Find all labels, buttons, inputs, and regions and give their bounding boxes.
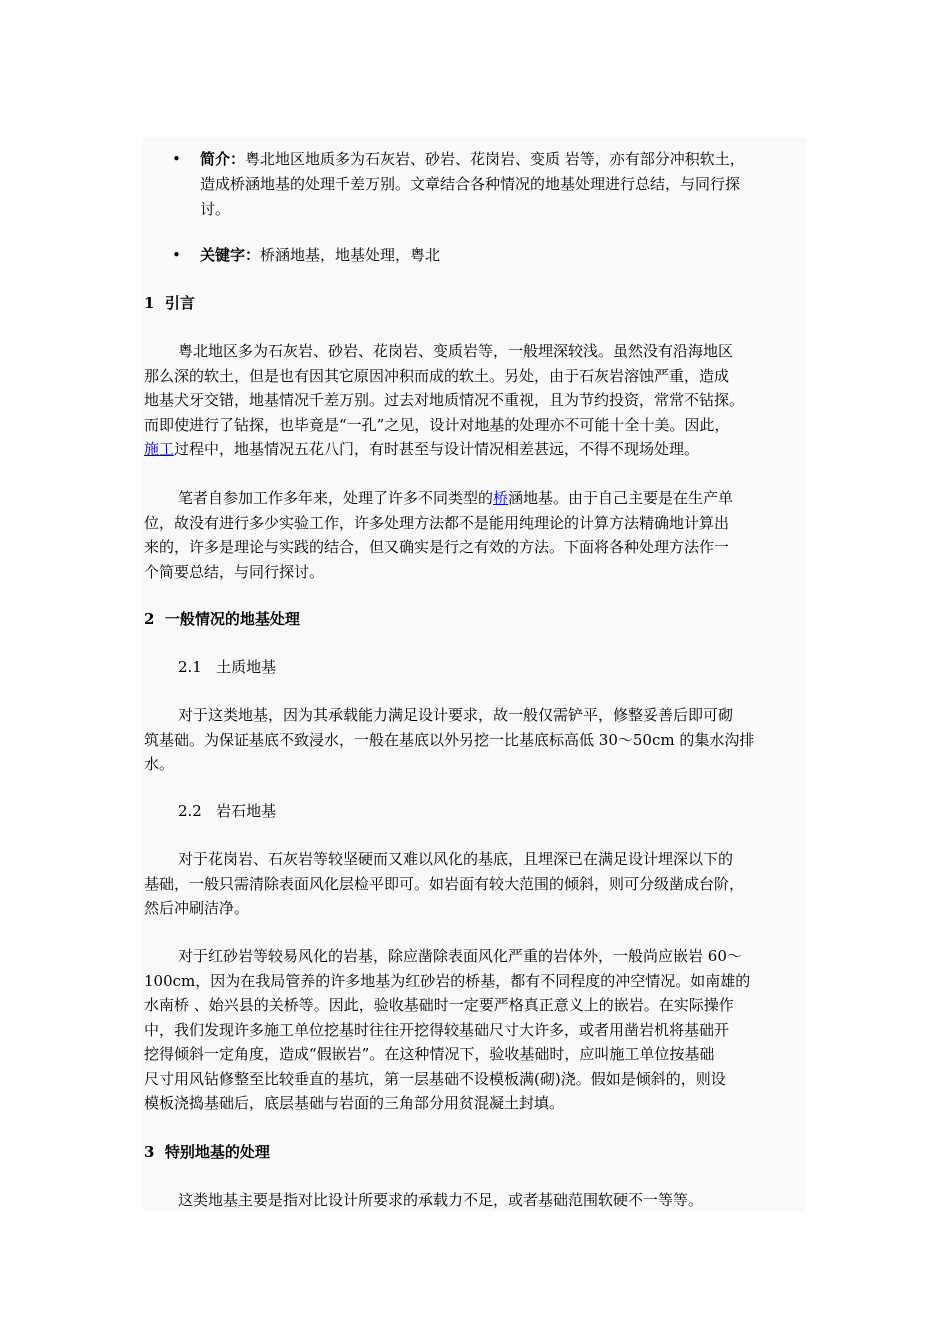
abstract-line: 造成桥涵地基的处理千差万别。文章结合各种情况的地基处理进行总结，与同行探 [200,175,741,193]
paragraph-line: 水。 [144,755,175,773]
paragraph-line: 而即使进行了钻探，也毕竟是“一孔”之见，设计对地基的处理亦不可能十全十美。因此， [144,415,730,434]
section-heading: 2 一般情况的地基处理 [144,610,300,628]
construction-link[interactable]: 施工 [144,440,175,458]
paragraph-line: 那么深的软土，但是也有因其它原因冲积而成的软土。另处，由于石灰岩溶蚀严重，造成 [144,366,730,385]
paragraph-line: 水南桥 、始兴县的关桥等。因此，验收基础时一定要严格真正意义上的嵌岩。在实际操作 [144,996,734,1014]
paragraph-line: 挖得倾斜一定角度，造成“假嵌岩”。在这种情况下，验收基础时，应叫施工单位按基础 [144,1045,715,1063]
keywords-label: 关键字： [200,246,261,264]
paragraph-line: 基础，一般只需清除表面风化层检平即可。如岩面有较大范围的倾斜，则可分级凿成台阶， [144,874,745,893]
paragraph-line: 100cm，因为在我局管养的许多地基为红砂岩的桥基，都有不同程度的冲空情况。如南雄的 [144,971,751,990]
paragraph-text: 笔者自参加工作多年来，处理了许多不同类型的 [178,489,494,507]
paragraph-line: 个简要总结，与同行探讨。 [144,562,325,581]
paragraph-line: 对于这类地基，因为其承载能力满足设计要求，故一般仅需铲平，修整妥善后即可砌 [178,706,734,724]
abstract-line: 粤北地区地质多为石灰岩、砂岩、花岗岩、变质 岩等，亦有部分冲积软土， [245,150,745,168]
subsection-heading: 2.2 岩石地基 [178,802,277,820]
paragraph-line: 然后冲刷洁净。 [144,899,250,917]
paragraph-line: 粤北地区多为石灰岩、砂岩、花岗岩、变质岩等，一般埋深较浅。虽然没有沿海地区 [178,342,734,360]
abstract-block [200,147,808,222]
bridge-link[interactable]: 桥 [493,489,509,507]
section-heading: 3 特别地基的处理 [144,1143,270,1161]
bullet-dot: • [172,246,181,264]
paragraph [144,847,810,921]
section-heading: 1 引言 [144,294,195,312]
paragraph-line: 模板浇捣基础后，底层基础与岩面的三角部分用贫混凝土封填。 [144,1094,565,1112]
paragraph-line: 筑基础。为保证基底不致浸水，一般在基底以外另挖一比基底标高低 30～50cm 的集水沟排 [144,730,755,749]
abstract-label: 简介： [200,150,246,168]
paragraph [144,944,810,1116]
paragraph-line: 地基犬牙交错，地基情况千差万别。过去对地质情况不重视，且为节约投资，常常不钻探。 [144,391,745,409]
paragraph-text: 涵地基。由于自己主要是在生产单 [508,489,734,507]
paragraph-text: 过程中，地基情况五花八门，有时甚至与设计情况相差甚远，不得不现场处理。 [174,440,700,458]
paragraph-line: 对于红砂岩等较易风化的岩基，除应凿除表面风化严重的岩体外，一般尚应嵌岩 60～ [178,947,742,965]
paragraph [144,703,810,777]
paragraph [144,339,810,462]
paragraph-line: 来的，许多是理论与实践的结合，但又确实是行之有效的方法。下面将各种处理方法作一 [144,538,730,556]
paragraph [144,1188,810,1213]
paragraph-line: 位，故没有进行多少实验工作，许多处理方法都不是能用纯理论的计算方法精确地计算出 [144,513,730,532]
subsection-heading: 2.1 土质地基 [178,658,277,676]
bullet-dot: • [172,150,181,168]
keywords-block [200,243,808,268]
paragraph-line: 尺寸用风钻修整至比较垂直的基坑，第一层基础不设模板满(砌)浇。假如是倾斜的，则设 [144,1069,726,1088]
paragraph [144,486,810,584]
paragraph-line: 中，我们发现许多施工单位挖基时往往开挖得较基础尺寸大许多，或者用凿岩机将基础开 [144,1020,730,1039]
paragraph-line: 这类地基主要是指对比设计所要求的承载力不足，或者基础范围软硬不一等等。 [178,1191,704,1209]
paragraph-line: 对于花岗岩、石灰岩等较坚硬而又难以风化的基底，且埋深已在满足设计埋深以下的 [178,850,734,868]
abstract-line: 讨。 [200,200,231,218]
keywords-text: 桥涵地基，地基处理，粤北 [260,246,441,264]
